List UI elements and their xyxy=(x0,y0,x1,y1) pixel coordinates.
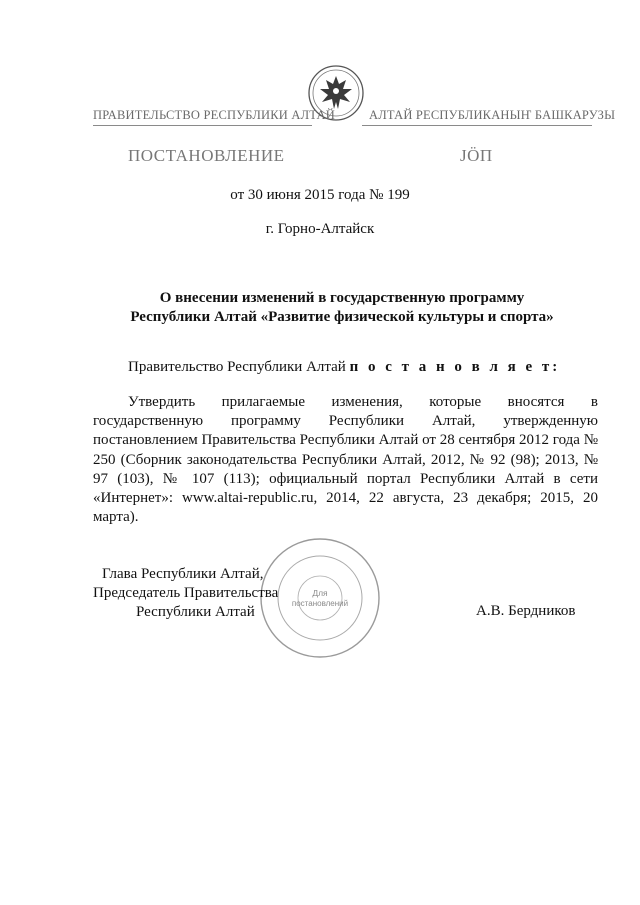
header-rule-right xyxy=(362,125,592,126)
header-right-text: АЛТАЙ РЕСПУБЛИКАНЫҤ БАШКАРУЗЫ xyxy=(369,108,616,122)
decree-right-word: ЈӦП xyxy=(460,146,493,165)
signature-line2: Председатель Правительства xyxy=(93,585,279,601)
signature-line3: Республики Алтай xyxy=(136,604,255,620)
date-line: от 30 июня 2015 года № 199 xyxy=(230,187,410,203)
title-line: Республики Алтай «Развитие физической культуры и спорта» xyxy=(130,309,554,325)
body-paragraph: Утвердить прилагаемые изменения, которые вносятся в государственную программу Республики Алтай, утвержденную постановлением Правительства Республики Алтай от 28 сентября 2012 года № 250 (Сборник законодательства Республики Алтай, 2012, № 92 (98); 2013, № 97 (103), № 107 (113); официальный портал Республики Алтай в сети «Интернет»: www.altai-republic.ru, 2014, 22 августа, 23 декабря; 2015, 20 марта). xyxy=(93,394,598,526)
stamp-center-line1: Для xyxy=(312,588,328,598)
city-line: г. Горно-Алтайск xyxy=(265,221,375,237)
document-title xyxy=(100,289,584,327)
stamp-center-line2: постановлений xyxy=(291,599,349,608)
government-prefix: Правительство Республики Алтай xyxy=(128,359,346,375)
title-line: О внесении изменений в государственную программу xyxy=(159,290,525,306)
header-left-text: ПРАВИТЕЛЬСТВО РЕСПУБЛИКИ АЛТАЙ xyxy=(93,108,335,122)
government-line xyxy=(128,359,560,376)
government-verb: п о с т а н о в л я е т: xyxy=(349,359,561,375)
header-rule-left xyxy=(93,125,312,126)
decree-left-word: ПОСТАНОВЛЕНИЕ xyxy=(128,146,285,165)
signatory-name: А.В. Бердников xyxy=(476,603,576,619)
signature-line1: Глава Республики Алтай, xyxy=(102,566,264,582)
